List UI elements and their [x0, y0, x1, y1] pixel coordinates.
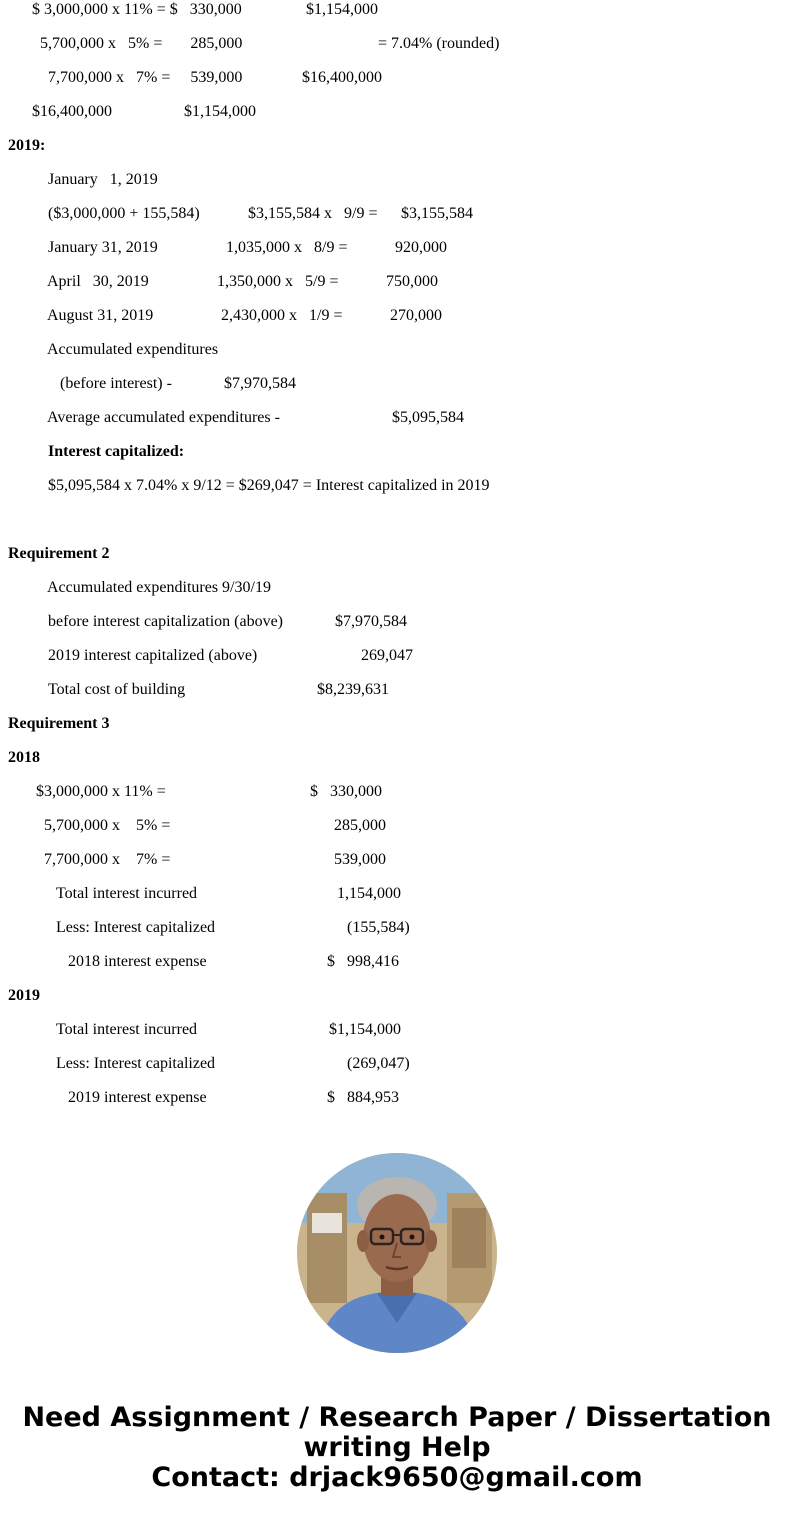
exp-row-3-label: April 30, 2019 — [47, 273, 149, 290]
interest-capitalized-heading: Interest capitalized: — [48, 443, 185, 460]
promo-line-2: writing Help — [303, 1432, 491, 1463]
promo-banner — [0, 1403, 794, 1493]
accumulated-label: Accumulated expenditures — [47, 341, 219, 358]
req2-line-2-value: $7,970,584 — [335, 613, 407, 630]
r3-2018-row-1-value: $ 330,000 — [310, 783, 382, 800]
req2-line-3-value: 269,047 — [361, 647, 413, 664]
calc-line-3-left: 7,700,000 x 7% = 539,000 — [48, 69, 243, 86]
calc-line-2-left: 5,700,000 x 5% = 285,000 — [40, 35, 243, 52]
calc-line-1-left: $ 3,000,000 x 11% = $ 330,000 — [32, 1, 242, 18]
exp-row-4-label: August 31, 2019 — [47, 307, 154, 324]
heading-2019-req3: 2019 — [8, 987, 40, 1004]
r3-2018-row-5-value: (155,584) — [347, 919, 410, 936]
req2-line-1: Accumulated expenditures 9/30/19 — [47, 579, 271, 596]
r3-2019-row-3-label: 2019 interest expense — [68, 1089, 207, 1106]
exp-row-1-value: $3,155,584 — [401, 205, 473, 222]
r3-2018-row-3-value: 539,000 — [334, 851, 386, 868]
requirement-3-heading: Requirement 3 — [8, 715, 110, 732]
weighted-rate: = 7.04% (rounded) — [378, 35, 500, 52]
r3-2019-row-2-value: (269,047) — [347, 1055, 410, 1072]
heading-2018: 2018 — [8, 749, 40, 766]
r3-2019-row-3-value: $ 884,953 — [327, 1089, 399, 1106]
exp-row-3-calc: 1,350,000 x 5/9 = — [217, 273, 339, 290]
exp-row-1-label: ($3,000,000 + 155,584) — [48, 205, 200, 222]
r3-2018-row-6-value: $ 998,416 — [327, 953, 399, 970]
calc-line-4-left: $16,400,000 — [32, 103, 112, 120]
r3-2018-row-4-label: Total interest incurred — [56, 885, 198, 902]
r3-2018-row-3-label: 7,700,000 x 7% = — [44, 851, 171, 868]
r3-2018-row-2-value: 285,000 — [334, 817, 386, 834]
req2-line-4-label: Total cost of building — [48, 681, 186, 698]
r3-2019-row-1-value: $1,154,000 — [329, 1021, 401, 1038]
r3-2018-row-1-label: $3,000,000 x 11% = — [36, 783, 166, 800]
before-interest-label: (before interest) - — [60, 375, 172, 392]
exp-row-1-calc: $3,155,584 x 9/9 = — [248, 205, 378, 222]
before-interest-value: $7,970,584 — [224, 375, 296, 392]
req2-line-2-label: before interest capitalization (above) — [48, 613, 283, 630]
calc-line-3-right: $16,400,000 — [302, 69, 382, 86]
exp-row-4-value: 270,000 — [390, 307, 442, 324]
heading-2019: 2019: — [8, 137, 46, 154]
promo-contact: Contact: drjack9650@gmail.com — [151, 1462, 643, 1493]
exp-row-2-calc: 1,035,000 x 8/9 = — [226, 239, 348, 256]
promo-line-1: Need Assignment / Research Paper / Dissertation — [22, 1402, 772, 1433]
r3-2018-row-6-label: 2018 interest expense — [68, 953, 207, 970]
date-jan-1: January 1, 2019 — [48, 171, 158, 188]
calc-line-4-right: $1,154,000 — [184, 103, 256, 120]
r3-2018-row-5-label: Less: Interest capitalized — [56, 919, 216, 936]
exp-row-2-label: January 31, 2019 — [48, 239, 158, 256]
r3-2018-row-4-value: 1,154,000 — [337, 885, 401, 902]
exp-row-2-value: 920,000 — [395, 239, 447, 256]
profile-photo — [297, 1153, 497, 1353]
r3-2019-row-2-label: Less: Interest capitalized — [56, 1055, 216, 1072]
exp-row-4-calc: 2,430,000 x 1/9 = — [221, 307, 343, 324]
r3-2018-row-2-label: 5,700,000 x 5% = — [44, 817, 171, 834]
interest-capitalized-calc: $5,095,584 x 7.04% x 9/12 = $269,047 = Interest capitalized in 2019 — [48, 477, 490, 494]
req2-line-3-label: 2019 interest capitalized (above) — [48, 647, 258, 664]
exp-row-3-value: 750,000 — [386, 273, 438, 290]
r3-2019-row-1-label: Total interest incurred — [56, 1021, 198, 1038]
req2-line-4-value: $8,239,631 — [317, 681, 389, 698]
average-value: $5,095,584 — [392, 409, 464, 426]
requirement-2-heading: Requirement 2 — [8, 545, 110, 562]
calc-line-1-right: $1,154,000 — [306, 1, 378, 18]
average-label: Average accumulated expenditures - — [47, 409, 280, 426]
